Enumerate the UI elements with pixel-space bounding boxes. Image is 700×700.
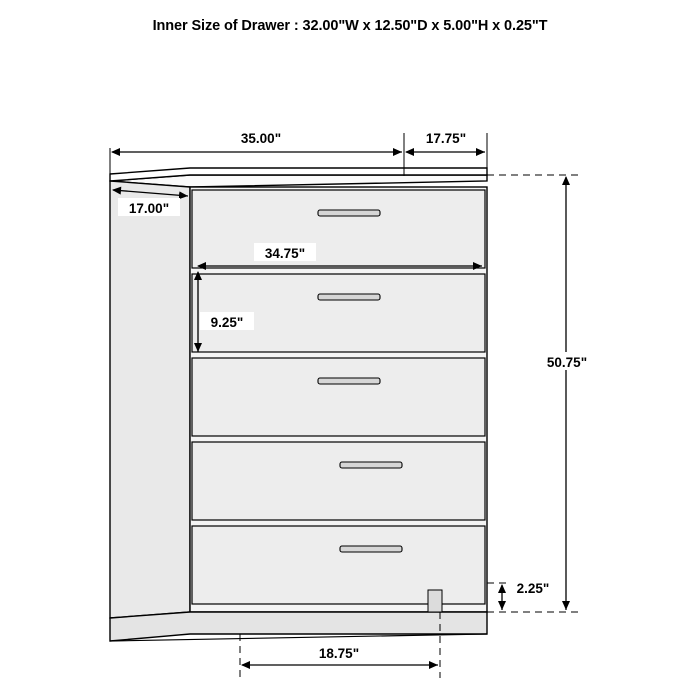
dim-drawer-width-label: 34.75" xyxy=(264,246,306,261)
drawer-fronts xyxy=(192,190,485,604)
dim-top-width xyxy=(112,128,402,152)
dim-top-width-label: 35.00" xyxy=(240,131,282,146)
handle-4 xyxy=(340,462,402,468)
dim-foot-span-label: 18.75" xyxy=(318,646,360,661)
chest-body xyxy=(110,168,487,641)
dim-foot-span xyxy=(242,643,438,665)
dim-side-depth-label: 17.00" xyxy=(128,201,170,216)
chest-plinth xyxy=(110,612,487,641)
chest-left-side xyxy=(110,181,190,618)
handle-5 xyxy=(340,546,402,552)
handle-3 xyxy=(318,378,380,384)
chest-foot-right xyxy=(428,590,442,612)
dim-total-height xyxy=(537,177,597,610)
dim-leg-height-label: 2.25" xyxy=(516,581,550,596)
drawer-1 xyxy=(192,190,485,268)
page-title: Inner Size of Drawer : 32.00"W x 12.50"D x 5.00"H x 0.25"T xyxy=(152,18,548,34)
handle-2 xyxy=(318,294,380,300)
dim-top-depth xyxy=(406,128,485,152)
drawer-3 xyxy=(192,358,485,436)
handle-1 xyxy=(318,210,380,216)
dim-leg-height xyxy=(502,578,558,610)
dim-total-height-label: 50.75" xyxy=(546,355,588,370)
dim-drawer-height-label: 9.25" xyxy=(210,315,244,330)
dim-top-depth-label: 17.75" xyxy=(425,131,467,146)
drawer-4 xyxy=(192,442,485,520)
